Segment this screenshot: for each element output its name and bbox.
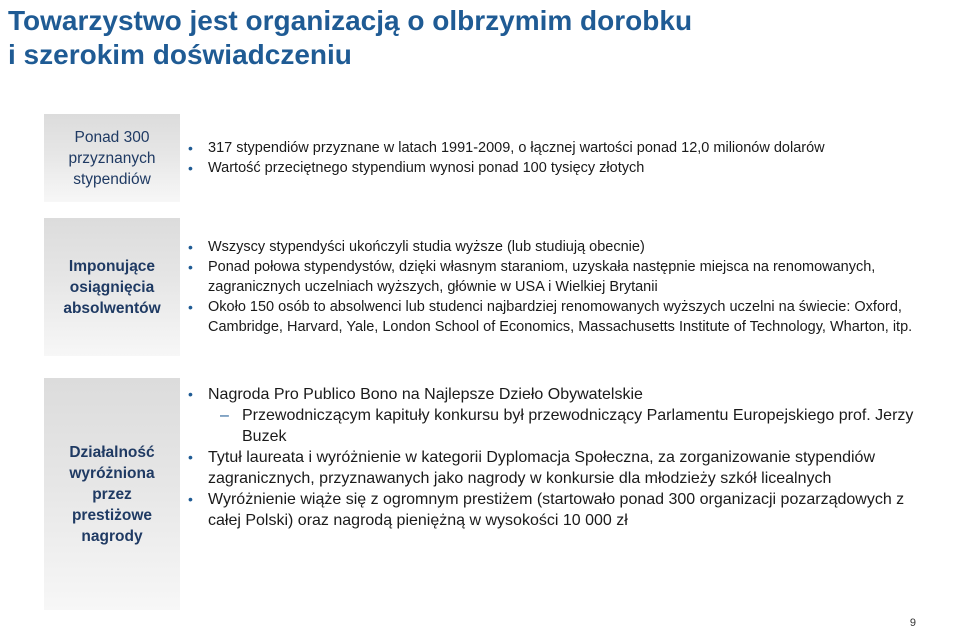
bullet-dot-icon: • [188,386,193,402]
label-line: Imponujące [68,257,156,275]
bullet-item [184,384,924,405]
label-line: Ponad 300 [74,128,150,146]
bullet-text: Nagroda Pro Publico Bono na Najlepsze Dzieło Obywatelskie [208,386,643,403]
section-label-box-scholarships [44,114,180,202]
label-line: przyznanych [68,149,156,167]
label-line: Działalność [69,443,155,461]
section-label-box-awards [44,378,180,610]
page-title-line-1: Towarzystwo jest organizacją o olbrzymim dorobku [8,5,693,36]
bullet-item [184,257,924,297]
section-label-scholarships [68,127,155,190]
bullet-dot-icon: • [188,491,193,507]
bullet-item [184,447,924,489]
page-number: 9 [909,617,916,629]
bullet-text: Tytuł laureata i wyróżnienie w kategorii Dyplomacja Społeczna, za zorganizowanie stypendiów zagranicznych, przyznawanych jako nagrody w konkursie dla młodzieży szkół licealnych [208,449,876,487]
section-label-box-achievements [44,218,180,356]
bullet-dot-icon: • [188,140,193,156]
label-line: absolwentów [63,299,161,317]
label-line: prestiżowe [71,506,153,524]
bullet-dot-icon: • [188,259,193,275]
sub-bullet-item [184,405,924,447]
label-line: nagrody [81,527,143,545]
page-title-line-2: i szerokim doświadczeniu [8,39,352,70]
label-line: stypendiów [73,170,151,188]
bullet-text: Wartość przeciętnego stypendium wynosi ponad 100 tysięcy złotych [208,160,645,176]
section-content-scholarships [184,114,924,202]
dash-icon: – [220,407,229,424]
label-line: wyróżniona [69,464,155,482]
bullet-item [184,237,924,257]
section-label-achievements [63,256,160,319]
bullet-dot-icon: • [188,449,193,465]
bullet-dot-icon: • [188,299,193,315]
bullet-text: Wyróżnienie wiąże się z ogromnym prestiżem (startowało ponad 300 organizacji pozarządowych z całej Polski) oraz nagrodą pieniężną w wysokości 10 000 zł [208,491,905,529]
bullet-text: Około 150 osób to absolwenci lub studenci najbardziej renomowanych wyższych uczelni na świecie: Oxford, Cambridge, Harvard, Yale, London School of Economics, Massachusetts Institute of Technology, Wharton, itp. [208,299,913,335]
bullet-item [184,138,924,158]
label-line: osiągnięcia [69,278,155,296]
label-line: przez [92,485,132,503]
section-content-achievements [184,218,924,356]
bullet-text: Wszyscy stypendyści ukończyli studia wyższe (lub studiują obecnie) [208,239,645,255]
bullet-text: 317 stypendiów przyznane w latach 1991-2009, o łącznej wartości ponad 12,0 milionów dolarów [208,140,825,156]
bullet-dot-icon: • [188,160,193,176]
bullet-item [184,489,924,531]
bullet-dot-icon: • [188,239,193,255]
sub-bullet-text: Przewodniczącym kapituły konkursu był przewodniczący Parlamentu Europejskiego prof. Jerzy Buzek [242,407,914,445]
page-title [8,4,948,72]
bullet-text: Ponad połowa stypendystów, dzięki własnym staraniom, uzyskała następnie miejsca na renomowanych, zagranicznych uczelniach wyższych, głównie w USA i Wielkiej Brytanii [208,259,876,295]
section-label-awards [69,442,154,547]
bullet-item [184,158,924,178]
bullet-item [184,297,924,337]
section-content-awards [184,384,924,560]
